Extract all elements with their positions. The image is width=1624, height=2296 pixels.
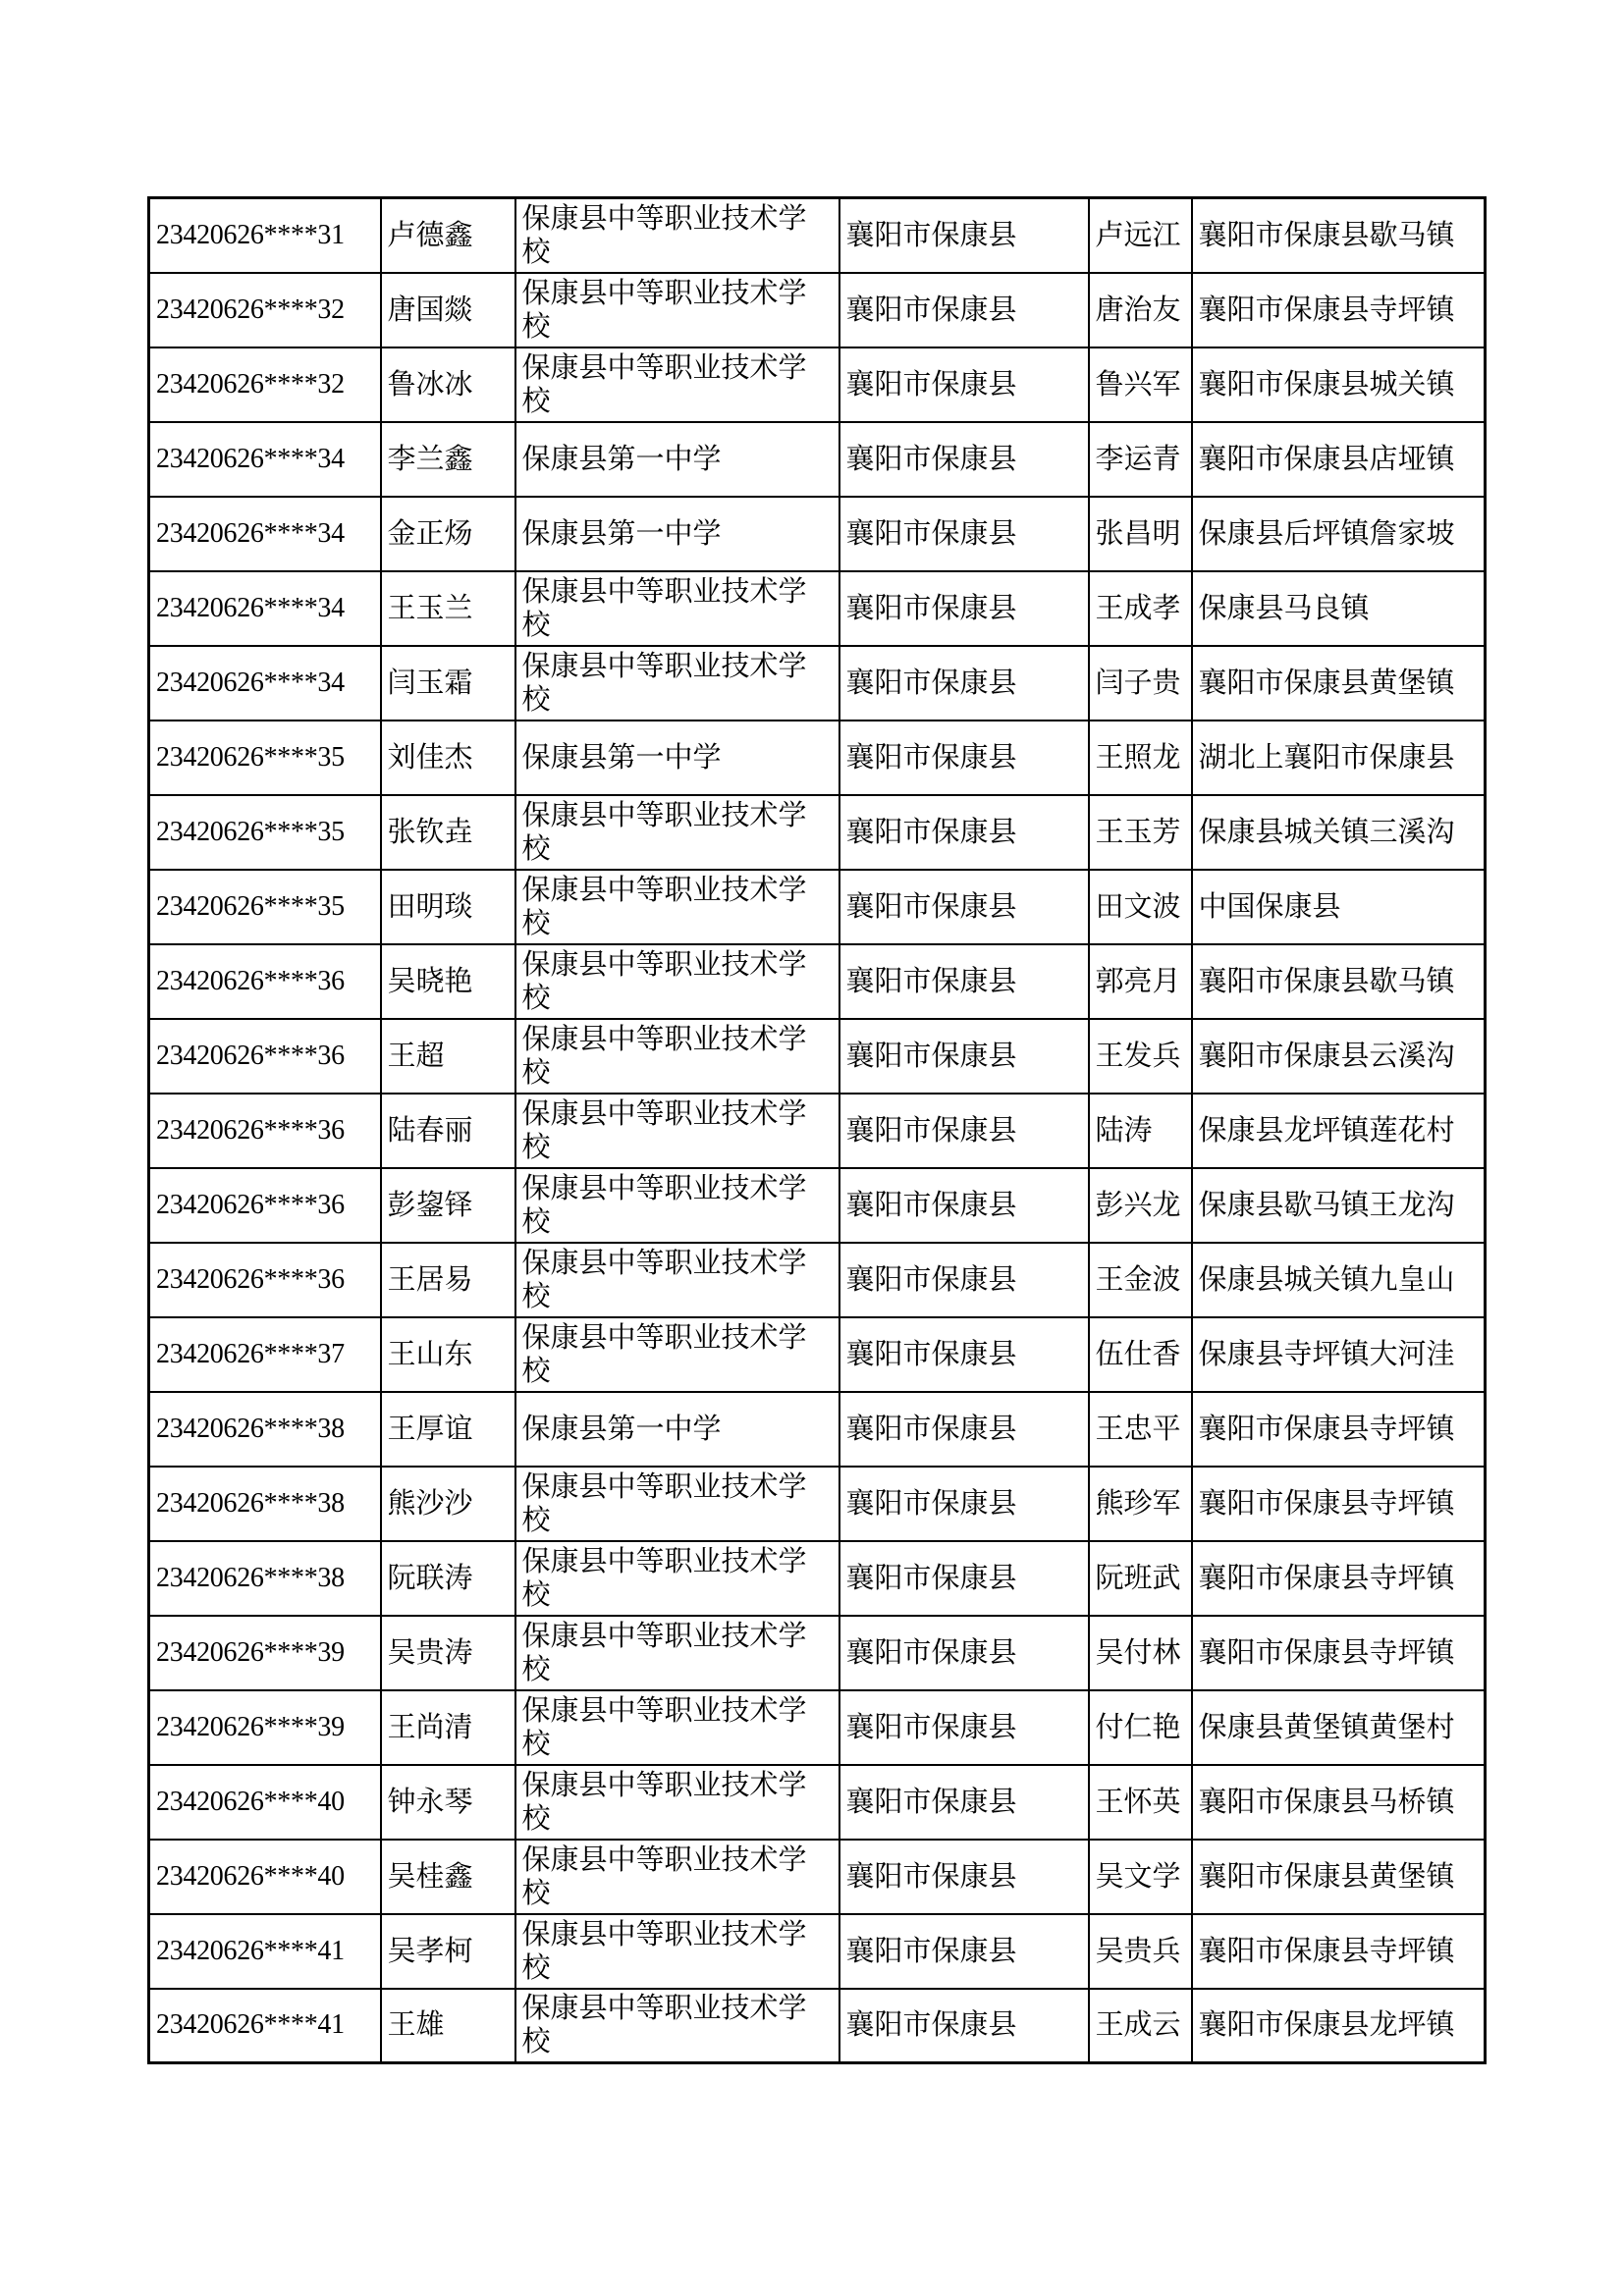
- student-id-cell: 23420626****40: [149, 1765, 381, 1840]
- student-id-cell: 23420626****34: [149, 497, 381, 571]
- guardian-name-cell: 田文波: [1089, 870, 1192, 944]
- address-cell: 保康县黄堡镇黄堡村: [1192, 1690, 1486, 1765]
- school-cell: 保康县中等职业技术学校: [515, 571, 839, 646]
- region-cell: 襄阳市保康县: [839, 571, 1089, 646]
- guardian-name-cell: 唐治友: [1089, 273, 1192, 347]
- guardian-name-cell: 王金波: [1089, 1243, 1192, 1317]
- address-cell: 襄阳市保康县马桥镇: [1192, 1765, 1486, 1840]
- region-cell: 襄阳市保康县: [839, 273, 1089, 347]
- student-roster-table: [147, 196, 1487, 2064]
- student-id-cell: 23420626****36: [149, 944, 381, 1019]
- address-cell: 襄阳市保康县寺坪镇: [1192, 273, 1486, 347]
- region-cell: 襄阳市保康县: [839, 1019, 1089, 1094]
- region-cell: 襄阳市保康县: [839, 1989, 1089, 2063]
- student-id-cell: 23420626****38: [149, 1467, 381, 1541]
- student-id-cell: 23420626****38: [149, 1541, 381, 1616]
- address-cell: 保康县城关镇三溪沟: [1192, 795, 1486, 870]
- student-name-cell: 吴孝柯: [381, 1914, 515, 1989]
- table-row: [149, 1616, 1486, 1690]
- school-cell: 保康县中等职业技术学校: [515, 1243, 839, 1317]
- school-cell: 保康县中等职业技术学校: [515, 1690, 839, 1765]
- guardian-name-cell: 王照龙: [1089, 721, 1192, 795]
- student-name-cell: 李兰鑫: [381, 422, 515, 497]
- school-cell: 保康县中等职业技术学校: [515, 1616, 839, 1690]
- table-row: [149, 1094, 1486, 1168]
- roster-body: [149, 198, 1486, 2063]
- region-cell: 襄阳市保康县: [839, 347, 1089, 422]
- address-cell: 襄阳市保康县寺坪镇: [1192, 1467, 1486, 1541]
- region-cell: 襄阳市保康县: [839, 1690, 1089, 1765]
- guardian-name-cell: 熊珍军: [1089, 1467, 1192, 1541]
- region-cell: 襄阳市保康县: [839, 1317, 1089, 1392]
- table-row: [149, 422, 1486, 497]
- student-id-cell: 23420626****35: [149, 870, 381, 944]
- school-cell: 保康县中等职业技术学校: [515, 870, 839, 944]
- student-id-cell: 23420626****36: [149, 1094, 381, 1168]
- table-row: [149, 198, 1486, 273]
- guardian-name-cell: 付仁艳: [1089, 1690, 1192, 1765]
- region-cell: 襄阳市保康县: [839, 721, 1089, 795]
- school-cell: 保康县中等职业技术学校: [515, 1317, 839, 1392]
- student-id-cell: 23420626****38: [149, 1392, 381, 1467]
- address-cell: 保康县马良镇: [1192, 571, 1486, 646]
- region-cell: 襄阳市保康县: [839, 1168, 1089, 1243]
- region-cell: 襄阳市保康县: [839, 422, 1089, 497]
- school-cell: 保康县中等职业技术学校: [515, 1541, 839, 1616]
- student-id-cell: 23420626****34: [149, 422, 381, 497]
- student-id-cell: 23420626****39: [149, 1690, 381, 1765]
- student-id-cell: 23420626****36: [149, 1168, 381, 1243]
- address-cell: 保康县歇马镇王龙沟: [1192, 1168, 1486, 1243]
- guardian-name-cell: 卢远江: [1089, 198, 1192, 273]
- address-cell: 襄阳市保康县城关镇: [1192, 347, 1486, 422]
- region-cell: 襄阳市保康县: [839, 1840, 1089, 1914]
- guardian-name-cell: 王怀英: [1089, 1765, 1192, 1840]
- address-cell: 襄阳市保康县黄堡镇: [1192, 1840, 1486, 1914]
- address-cell: 保康县龙坪镇莲花村: [1192, 1094, 1486, 1168]
- region-cell: 襄阳市保康县: [839, 1616, 1089, 1690]
- table-row: [149, 795, 1486, 870]
- school-cell: 保康县第一中学: [515, 1392, 839, 1467]
- guardian-name-cell: 王成云: [1089, 1989, 1192, 2063]
- school-cell: 保康县中等职业技术学校: [515, 1840, 839, 1914]
- student-name-cell: 熊沙沙: [381, 1467, 515, 1541]
- student-name-cell: 阮联涛: [381, 1541, 515, 1616]
- address-cell: 中国保康县: [1192, 870, 1486, 944]
- table-row: [149, 646, 1486, 721]
- region-cell: 襄阳市保康县: [839, 1914, 1089, 1989]
- student-id-cell: 23420626****40: [149, 1840, 381, 1914]
- student-name-cell: 刘佳杰: [381, 721, 515, 795]
- table-row: [149, 1317, 1486, 1392]
- address-cell: 襄阳市保康县寺坪镇: [1192, 1616, 1486, 1690]
- guardian-name-cell: 王发兵: [1089, 1019, 1192, 1094]
- table-row: [149, 1243, 1486, 1317]
- student-name-cell: 王超: [381, 1019, 515, 1094]
- guardian-name-cell: 鲁兴军: [1089, 347, 1192, 422]
- guardian-name-cell: 闫子贵: [1089, 646, 1192, 721]
- table-row: [149, 721, 1486, 795]
- guardian-name-cell: 阮班武: [1089, 1541, 1192, 1616]
- student-id-cell: 23420626****37: [149, 1317, 381, 1392]
- student-name-cell: 吴晓艳: [381, 944, 515, 1019]
- student-name-cell: 彭鋆铎: [381, 1168, 515, 1243]
- student-name-cell: 王厚谊: [381, 1392, 515, 1467]
- guardian-name-cell: 吴贵兵: [1089, 1914, 1192, 1989]
- guardian-name-cell: 吴文学: [1089, 1840, 1192, 1914]
- region-cell: 襄阳市保康县: [839, 1392, 1089, 1467]
- student-name-cell: 张钦垚: [381, 795, 515, 870]
- table-row: [149, 944, 1486, 1019]
- guardian-name-cell: 李运青: [1089, 422, 1192, 497]
- student-id-cell: 23420626****35: [149, 795, 381, 870]
- student-id-cell: 23420626****31: [149, 198, 381, 273]
- student-name-cell: 陆春丽: [381, 1094, 515, 1168]
- student-name-cell: 金正炀: [381, 497, 515, 571]
- address-cell: 襄阳市保康县龙坪镇: [1192, 1989, 1486, 2063]
- school-cell: 保康县中等职业技术学校: [515, 1094, 839, 1168]
- student-name-cell: 卢德鑫: [381, 198, 515, 273]
- school-cell: 保康县第一中学: [515, 497, 839, 571]
- table-row: [149, 1914, 1486, 1989]
- table-row: [149, 347, 1486, 422]
- school-cell: 保康县中等职业技术学校: [515, 347, 839, 422]
- student-id-cell: 23420626****35: [149, 721, 381, 795]
- table-row: [149, 1019, 1486, 1094]
- table-row: [149, 273, 1486, 347]
- guardian-name-cell: 张昌明: [1089, 497, 1192, 571]
- school-cell: 保康县中等职业技术学校: [515, 1765, 839, 1840]
- student-id-cell: 23420626****34: [149, 571, 381, 646]
- school-cell: 保康县中等职业技术学校: [515, 795, 839, 870]
- school-cell: 保康县中等职业技术学校: [515, 1467, 839, 1541]
- student-name-cell: 闫玉霜: [381, 646, 515, 721]
- table-row: [149, 1168, 1486, 1243]
- table-row: [149, 1541, 1486, 1616]
- address-cell: 襄阳市保康县云溪沟: [1192, 1019, 1486, 1094]
- address-cell: 保康县寺坪镇大河洼: [1192, 1317, 1486, 1392]
- table-row: [149, 571, 1486, 646]
- region-cell: 襄阳市保康县: [839, 646, 1089, 721]
- table-row: [149, 1989, 1486, 2063]
- address-cell: 保康县后坪镇詹家坡: [1192, 497, 1486, 571]
- region-cell: 襄阳市保康县: [839, 870, 1089, 944]
- school-cell: 保康县中等职业技术学校: [515, 1168, 839, 1243]
- student-name-cell: 王山东: [381, 1317, 515, 1392]
- address-cell: 襄阳市保康县寺坪镇: [1192, 1914, 1486, 1989]
- student-name-cell: 王雄: [381, 1989, 515, 2063]
- table-row: [149, 1765, 1486, 1840]
- region-cell: 襄阳市保康县: [839, 795, 1089, 870]
- student-name-cell: 鲁冰冰: [381, 347, 515, 422]
- school-cell: 保康县中等职业技术学校: [515, 198, 839, 273]
- guardian-name-cell: 陆涛: [1089, 1094, 1192, 1168]
- address-cell: 襄阳市保康县寺坪镇: [1192, 1541, 1486, 1616]
- student-name-cell: 吴贵涛: [381, 1616, 515, 1690]
- region-cell: 襄阳市保康县: [839, 944, 1089, 1019]
- student-name-cell: 唐国燚: [381, 273, 515, 347]
- region-cell: 襄阳市保康县: [839, 198, 1089, 273]
- guardian-name-cell: 郭亮月: [1089, 944, 1192, 1019]
- address-cell: 襄阳市保康县歇马镇: [1192, 944, 1486, 1019]
- student-name-cell: 王居易: [381, 1243, 515, 1317]
- student-id-cell: 23420626****36: [149, 1019, 381, 1094]
- student-id-cell: 23420626****39: [149, 1616, 381, 1690]
- table-row: [149, 1467, 1486, 1541]
- school-cell: 保康县第一中学: [515, 721, 839, 795]
- school-cell: 保康县第一中学: [515, 422, 839, 497]
- region-cell: 襄阳市保康县: [839, 1765, 1089, 1840]
- student-name-cell: 田明琰: [381, 870, 515, 944]
- guardian-name-cell: 吴付林: [1089, 1616, 1192, 1690]
- school-cell: 保康县中等职业技术学校: [515, 1989, 839, 2063]
- address-cell: 襄阳市保康县寺坪镇: [1192, 1392, 1486, 1467]
- address-cell: 襄阳市保康县店垭镇: [1192, 422, 1486, 497]
- school-cell: 保康县中等职业技术学校: [515, 1914, 839, 1989]
- student-id-cell: 23420626****41: [149, 1914, 381, 1989]
- region-cell: 襄阳市保康县: [839, 1243, 1089, 1317]
- school-cell: 保康县中等职业技术学校: [515, 273, 839, 347]
- region-cell: 襄阳市保康县: [839, 1467, 1089, 1541]
- school-cell: 保康县中等职业技术学校: [515, 646, 839, 721]
- region-cell: 襄阳市保康县: [839, 1094, 1089, 1168]
- student-name-cell: 王玉兰: [381, 571, 515, 646]
- student-id-cell: 23420626****36: [149, 1243, 381, 1317]
- region-cell: 襄阳市保康县: [839, 1541, 1089, 1616]
- student-name-cell: 王尚清: [381, 1690, 515, 1765]
- guardian-name-cell: 王忠平: [1089, 1392, 1192, 1467]
- student-name-cell: 吴桂鑫: [381, 1840, 515, 1914]
- guardian-name-cell: 彭兴龙: [1089, 1168, 1192, 1243]
- student-id-cell: 23420626****32: [149, 347, 381, 422]
- address-cell: 襄阳市保康县歇马镇: [1192, 198, 1486, 273]
- address-cell: 湖北上襄阳市保康县: [1192, 721, 1486, 795]
- student-id-cell: 23420626****32: [149, 273, 381, 347]
- guardian-name-cell: 王成孝: [1089, 571, 1192, 646]
- table-row: [149, 1690, 1486, 1765]
- table-row: [149, 1392, 1486, 1467]
- student-name-cell: 钟永琴: [381, 1765, 515, 1840]
- guardian-name-cell: 伍仕香: [1089, 1317, 1192, 1392]
- address-cell: 保康县城关镇九皇山: [1192, 1243, 1486, 1317]
- table-row: [149, 497, 1486, 571]
- student-id-cell: 23420626****34: [149, 646, 381, 721]
- school-cell: 保康县中等职业技术学校: [515, 1019, 839, 1094]
- region-cell: 襄阳市保康县: [839, 497, 1089, 571]
- table-row: [149, 870, 1486, 944]
- table-row: [149, 1840, 1486, 1914]
- address-cell: 襄阳市保康县黄堡镇: [1192, 646, 1486, 721]
- guardian-name-cell: 王玉芳: [1089, 795, 1192, 870]
- student-id-cell: 23420626****41: [149, 1989, 381, 2063]
- school-cell: 保康县中等职业技术学校: [515, 944, 839, 1019]
